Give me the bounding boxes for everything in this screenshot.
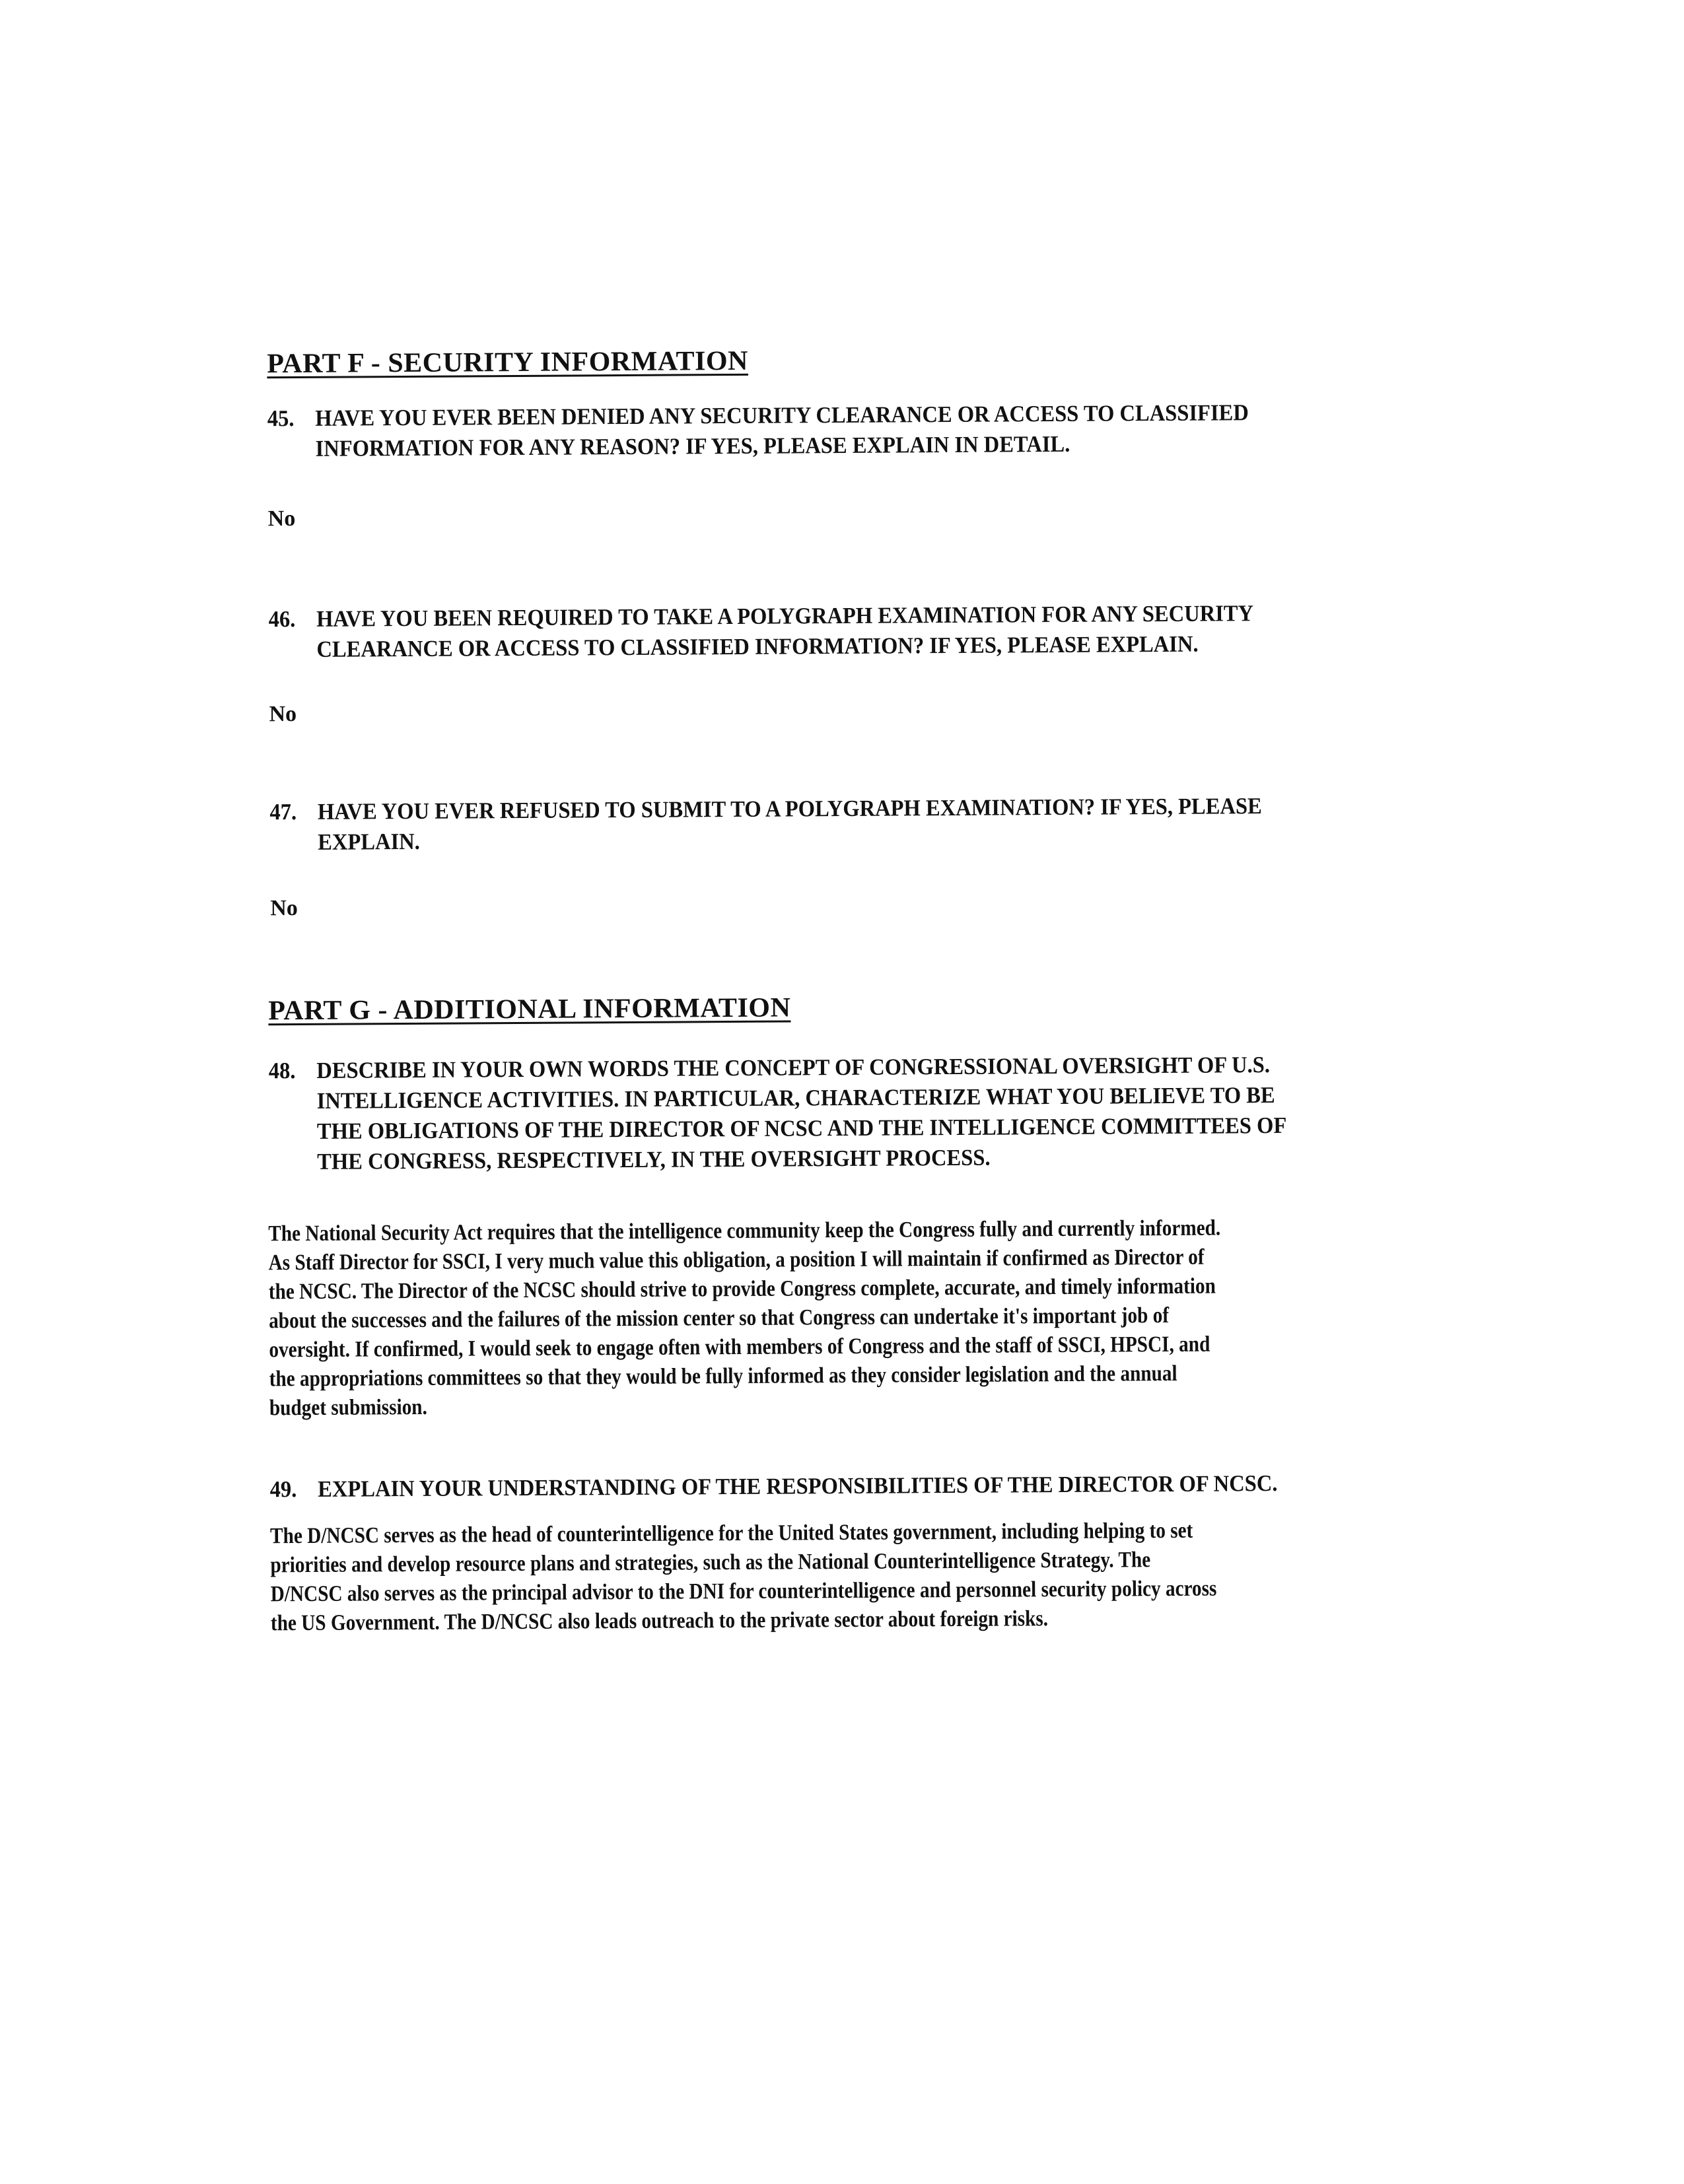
question-49	[270, 1468, 1278, 1505]
question-text: THE CONGRESS, RESPECTIVELY, IN THE OVERSIGHT PROCESS.	[317, 1144, 991, 1175]
question-text: EXPLAIN YOUR UNDERSTANDING OF THE RESPONSIBILITIES OF THE DIRECTOR OF NCSC.	[318, 1470, 1278, 1502]
answer-line: the appropriations committees so that they would be fully informed as they consider legislation and the annual	[269, 1361, 1177, 1392]
question-text: INFORMATION FOR ANY REASON? IF YES, PLEASE EXPLAIN IN DETAIL.	[315, 430, 1070, 461]
question-47	[269, 791, 1262, 858]
question-46	[268, 598, 1253, 665]
question-number: 45.	[267, 405, 295, 432]
question-number: 49.	[269, 1476, 297, 1503]
answer-line: D/NCSC also serves as the principal advisor to the DNI for counterintelligence and personnel security policy across	[270, 1576, 1217, 1607]
answer-line: The National Security Act requires that the intelligence community keep the Congress fully and currently informed.	[268, 1215, 1221, 1246]
question-text: INTELLIGENCE ACTIVITIES. IN PARTICULAR, CHARACTERIZE WHAT YOU BELIEVE TO BE	[316, 1081, 1275, 1114]
question-number: 48.	[268, 1058, 296, 1084]
answer-46: No	[269, 702, 297, 727]
answer-line: As Staff Director for SSCI, I very much value this obligation, a position I will maintain if confirmed as Director of	[268, 1245, 1205, 1276]
question-45	[267, 397, 1249, 464]
question-number: 46.	[268, 606, 296, 632]
question-text: DESCRIBE IN YOUR OWN WORDS THE CONCEPT OF CONGRESSIONAL OVERSIGHT OF U.S.	[316, 1052, 1271, 1083]
question-text: CLEARANCE OR ACCESS TO CLASSIFIED INFORMATION? IF YES, PLEASE EXPLAIN.	[316, 631, 1199, 662]
question-text: EXPLAIN.	[318, 828, 420, 855]
answer-48	[268, 1214, 1222, 1423]
answer-line: oversight. If confirmed, I would seek to engage often with members of Congress and the staff of SSCI, HPSCI, and	[269, 1332, 1210, 1363]
question-number: 47.	[269, 799, 297, 825]
question-text: THE OBLIGATIONS OF THE DIRECTOR OF NCSC AND THE INTELLIGENCE COMMITTEES OF	[316, 1112, 1287, 1144]
question-48	[269, 1050, 1287, 1177]
answer-49	[270, 1517, 1217, 1639]
question-text: HAVE YOU BEEN REQUIRED TO TAKE A POLYGRAPH EXAMINATION FOR ANY SECURITY	[316, 600, 1254, 632]
answer-47: No	[270, 896, 298, 921]
answer-45: No	[267, 506, 296, 531]
answer-line: budget submission.	[269, 1394, 427, 1421]
answer-line: The D/NCSC serves as the head of counterintelligence for the United States government, including helping to set	[270, 1518, 1193, 1549]
answer-line: the US Government. The D/NCSC also leads outreach to the private sector about foreign risks.	[270, 1606, 1049, 1636]
answer-line: priorities and develop resource plans and strategies, such as the National Counterintelligence Strategy. The	[270, 1548, 1151, 1578]
answer-line: about the successes and the failures of the mission center so that Congress can undertake it's important job of	[269, 1303, 1170, 1334]
part-g-heading: PART G - ADDITIONAL INFORMATION	[268, 992, 791, 1027]
question-text: HAVE YOU EVER REFUSED TO SUBMIT TO A POLYGRAPH EXAMINATION? IF YES, PLEASE	[317, 793, 1262, 825]
part-f-heading: PART F - SECURITY INFORMATION	[267, 345, 749, 380]
question-text: HAVE YOU EVER BEEN DENIED ANY SECURITY CLEARANCE OR ACCESS TO CLASSIFIED	[315, 399, 1249, 431]
answer-line: the NCSC. The Director of the NCSC should strive to provide Congress complete, accurate, and timely information	[268, 1274, 1216, 1305]
